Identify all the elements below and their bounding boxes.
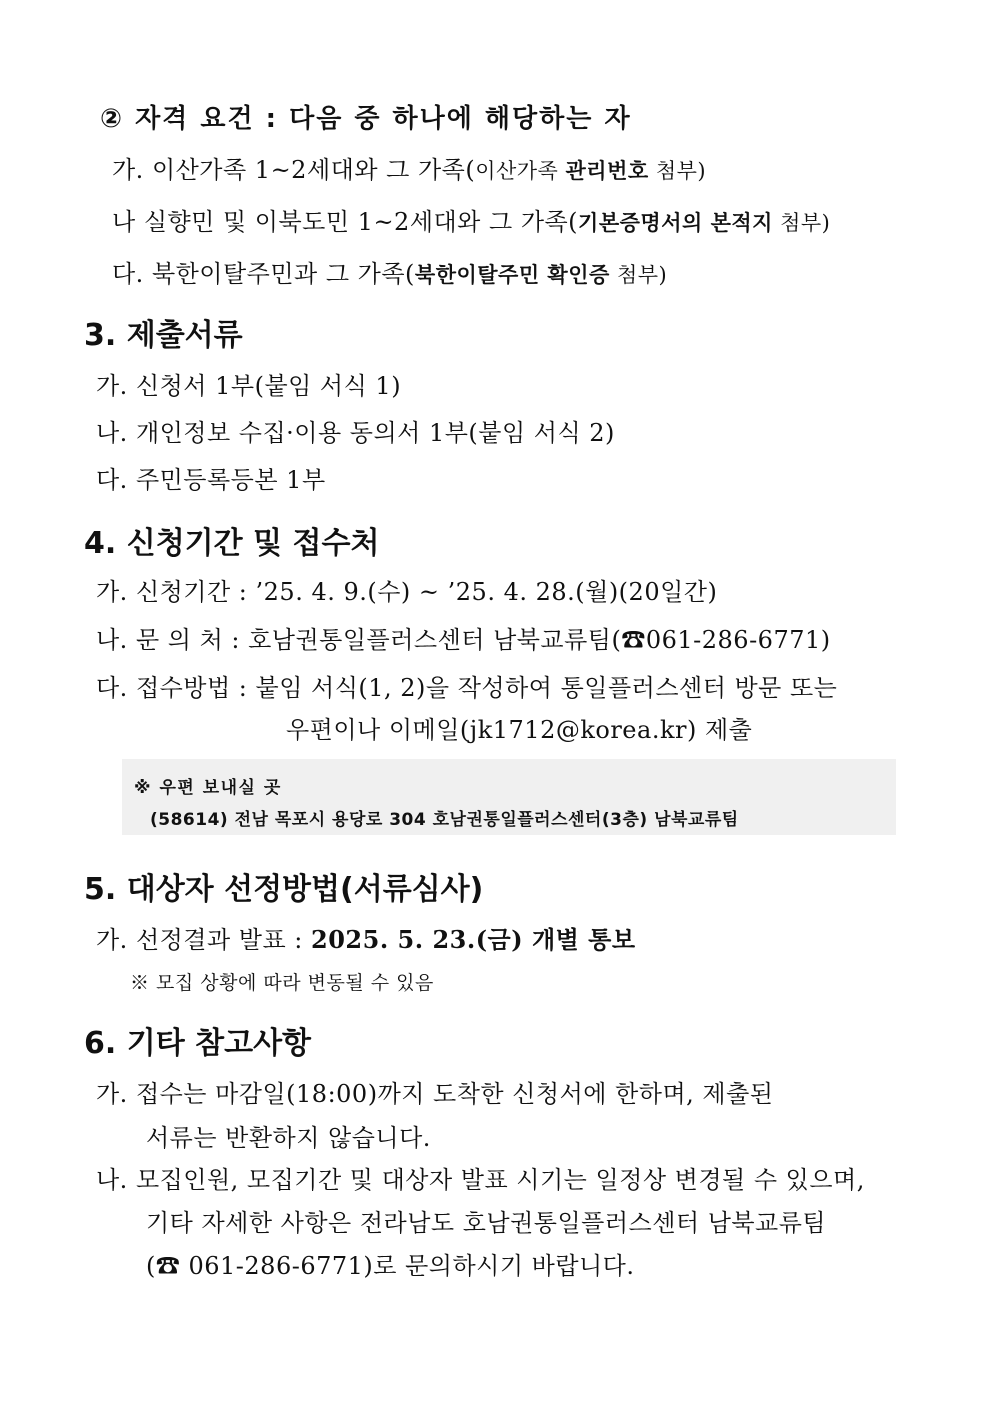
qualification-item-bold: 관리번호: [565, 159, 649, 183]
selection-result-date: 2025. 5. 23.(금) 개별 통보: [311, 925, 636, 954]
section-3-item-1: 가. 신청서 1부(붙임 서식 1): [96, 372, 402, 400]
mailing-address: (58614) 전남 목포시 용당로 304 호남권통일플러스센터(3층) 남북교류팀: [150, 810, 739, 830]
qualification-item-text: 다. 북한이탈주민과 그 가족(: [112, 260, 415, 288]
qualification-item-tail: 첨부): [772, 211, 831, 235]
mailing-address-title: ※ 우편 보내실 곳: [134, 778, 282, 798]
note-item-1-cont: 서류는 반환하지 않습니다.: [146, 1124, 431, 1152]
section-3-item-3: 다. 주민등록등본 1부: [96, 466, 326, 494]
qualification-item-bold: 기본증명서의 본적지: [578, 211, 773, 235]
qualification-item-3: [112, 254, 667, 289]
selection-result: [96, 920, 636, 955]
note-item-1: 가. 접수는 마감일(18:00)까지 도착한 신청서에 한하며, 제출된: [96, 1080, 774, 1108]
selection-result-label: 가. 선정결과 발표 :: [96, 926, 312, 954]
qualification-item-1: [112, 150, 706, 185]
section-3-heading: 3. 제출서류: [84, 318, 243, 353]
mailing-address-box: [122, 759, 896, 835]
submission-method-cont: 우편이나 이메일(jk1712@korea.kr) 제출: [286, 716, 753, 744]
application-period: 가. 신청기간 : ’25. 4. 9.(수) ~ ’25. 4. 28.(월)(20일간): [96, 578, 718, 606]
section-6-heading: 6. 기타 참고사항: [84, 1026, 312, 1061]
note-item-2-cont: 기타 자세한 사항은 전라남도 호남권통일플러스센터 남북교류팀: [146, 1209, 827, 1237]
section-3-item-2: 나. 개인정보 수집·이용 동의서 1부(붙임 서식 2): [96, 419, 615, 447]
section-4-heading: 4. 신청기간 및 접수처: [84, 526, 380, 561]
selection-remark: ※ 모집 상황에 따라 변동될 수 있음: [130, 972, 434, 994]
contact-info: 나. 문 의 처 : 호남권통일플러스센터 남북교류팀(☎061-286-6771): [96, 626, 831, 654]
qualification-item-tail: 첨부): [609, 263, 668, 287]
qualification-item-2: [112, 202, 830, 237]
submission-method: 다. 접수방법 : 붙임 서식(1, 2)을 작성하여 통일플러스센터 방문 또는: [96, 674, 838, 702]
qualification-title: ② 자격 요건 : 다음 중 하나에 해당하는 자: [100, 104, 632, 134]
section-5-heading: 5. 대상자 선정방법(서류심사): [84, 872, 484, 907]
qualification-item-text: 나 실향민 및 이북도민 1~2세대와 그 가족(: [112, 208, 579, 236]
qualification-item-text: 가. 이산가족 1~2세대와 그 가족(: [112, 156, 476, 184]
qualification-item-small: 이산가족: [475, 159, 566, 183]
qualification-item-tail: 첨부): [648, 159, 707, 183]
note-item-2-cont2: (☎ 061-286-6771)로 문의하시기 바랍니다.: [146, 1252, 635, 1280]
note-item-2: 나. 모집인원, 모집기간 및 대상자 발표 시기는 일정상 변경될 수 있으며,: [96, 1166, 865, 1194]
qualification-item-bold: 북한이탈주민 확인증: [414, 263, 610, 287]
